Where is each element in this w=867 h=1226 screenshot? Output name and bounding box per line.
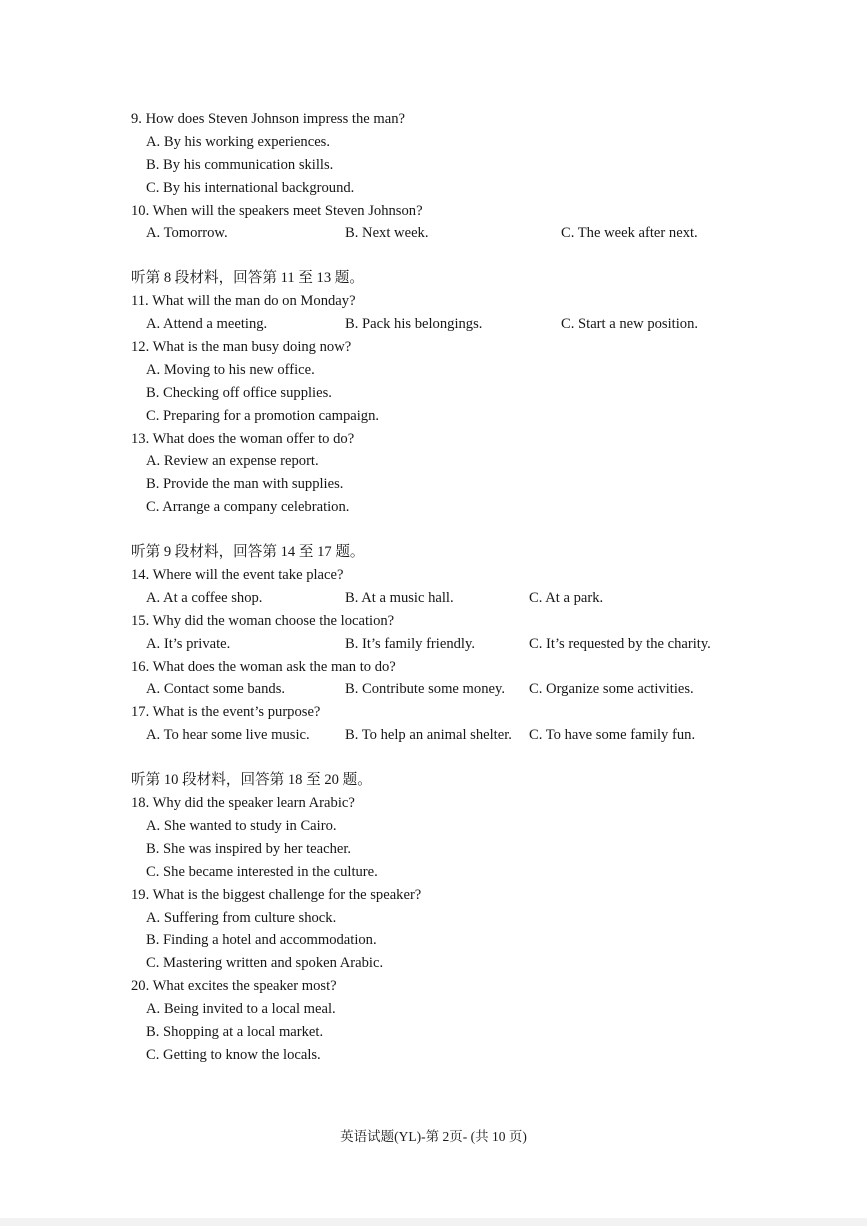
question-line: 20. What excites the speaker most?	[131, 978, 337, 995]
question-line: 18. Why did the speaker learn Arabic?	[131, 795, 355, 812]
q15-option-c: C. It’s requested by the charity.	[529, 635, 711, 652]
q17-option-b: B. To help an animal shelter.	[345, 727, 512, 744]
option-line: A. Being invited to a local meal.	[146, 1001, 336, 1018]
q11-option-c: C. Start a new position.	[561, 316, 699, 333]
question-15: 15. Why did the woman choose the location?	[131, 612, 395, 629]
block-q12-q13	[131, 336, 771, 519]
section-heading-9: 听第 9 段材料，回答第 14 至 17 题。	[131, 544, 365, 561]
q10-options-row	[131, 222, 771, 245]
option-line: C. Getting to know the locals.	[146, 1046, 321, 1063]
question-line: 13. What does the woman offer to do?	[131, 430, 355, 447]
question-list	[131, 108, 771, 1067]
option-line: C. Mastering written and spoken Arabic.	[146, 955, 384, 972]
question-17: 17. What is the event’s purpose?	[131, 704, 321, 721]
question-line: 9. How does Steven Johnson impress the man?	[131, 111, 406, 127]
option-line: B. Checking off office supplies.	[146, 384, 332, 401]
q17-options-row	[131, 724, 771, 747]
section-heading-10: 听第 10 段材料，回答第 18 至 20 题。	[131, 772, 372, 789]
option-line: A. Review an expense report.	[146, 453, 319, 470]
question-line: 19. What is the biggest challenge for the speaker?	[131, 886, 422, 903]
option-line: C. She became interested in the culture.	[146, 863, 378, 880]
option-line: C. By his international background.	[146, 179, 355, 196]
question-14: 14. Where will the event take place?	[131, 567, 344, 584]
option-line: A. Moving to his new office.	[146, 361, 315, 378]
q16-option-c: C. Organize some activities.	[529, 681, 694, 698]
question-line: 12. What is the man busy doing now?	[131, 339, 352, 356]
q17-option-a: A. To hear some live music.	[146, 727, 310, 744]
q16-option-b: B. Contribute some money.	[345, 681, 505, 698]
option-line: B. Finding a hotel and accommodation.	[146, 932, 377, 949]
q11-options-row	[131, 313, 771, 336]
q10-option-c: C. The week after next.	[561, 225, 698, 242]
q10-option-a: A. Tomorrow.	[146, 225, 228, 242]
option-line: A. She wanted to study in Cairo.	[146, 817, 337, 834]
question-16: 16. What does the woman ask the man to do?	[131, 658, 396, 675]
page-footer: 英语试题(YL)-第 2页- (共 10 页)	[340, 1129, 527, 1144]
q16-option-a: A. Contact some bands.	[146, 681, 286, 698]
q14-option-c: C. At a park.	[529, 589, 604, 606]
option-line: C. Preparing for a promotion campaign.	[146, 407, 380, 424]
option-line: B. Provide the man with supplies.	[146, 476, 344, 493]
q15-option-a: A. It’s private.	[146, 635, 231, 652]
q11-option-b: B. Pack his belongings.	[345, 316, 483, 333]
q15-options-row	[131, 633, 771, 656]
scan-edge	[0, 1218, 867, 1226]
option-line: B. Shopping at a local market.	[146, 1023, 324, 1040]
question-line: 10. When will the speakers meet Steven Johnson?	[131, 202, 423, 219]
q14-option-a: A. At a coffee shop.	[146, 589, 263, 606]
q10-option-b: B. Next week.	[345, 225, 429, 242]
q15-option-b: B. It’s family friendly.	[345, 635, 475, 652]
section-heading-8: 听第 8 段材料，回答第 11 至 13 题。	[131, 270, 364, 287]
option-line: B. By his communication skills.	[146, 156, 334, 173]
block-q18-q20	[131, 792, 771, 1067]
option-line: C. Arrange a company celebration.	[146, 499, 350, 516]
q17-option-c: C. To have some family fun.	[529, 727, 696, 744]
q16-options-row	[131, 678, 771, 701]
question-11: 11. What will the man do on Monday?	[131, 293, 356, 310]
q11-option-a: A. Attend a meeting.	[146, 316, 268, 333]
option-line: B. She was inspired by her teacher.	[146, 840, 352, 857]
option-line: A. By his working experiences.	[146, 133, 331, 150]
q14-option-b: B. At a music hall.	[345, 589, 454, 606]
q14-options-row	[131, 587, 771, 610]
block-q9-q10	[131, 108, 771, 222]
option-line: A. Suffering from culture shock.	[146, 909, 337, 926]
